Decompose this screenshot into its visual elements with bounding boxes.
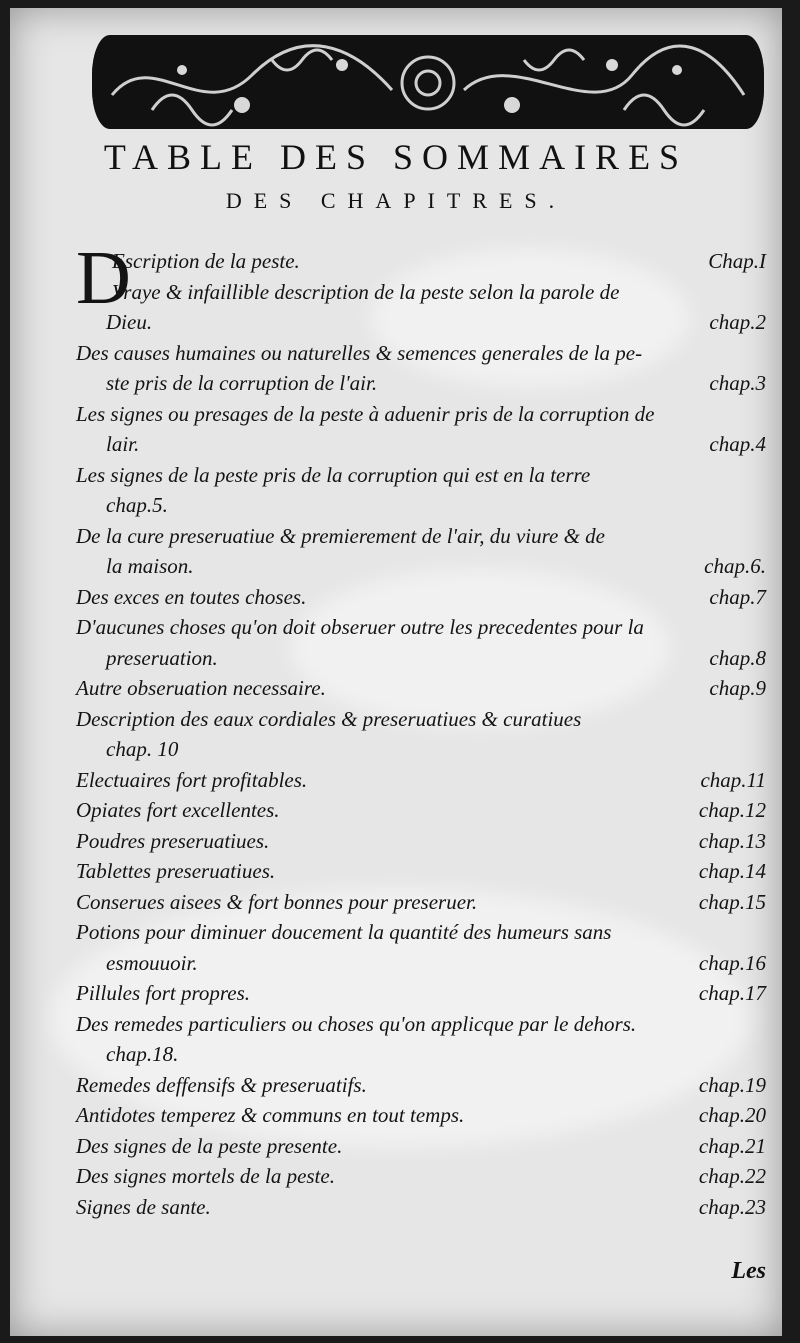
toc-line	[76, 1100, 766, 1131]
toc-entry-text: De la cure preseruatiue & premierement de l'air, du viure & de	[76, 523, 605, 548]
toc-entry-text: la maison.	[106, 554, 194, 578]
toc-entry-text: chap.18.	[106, 1042, 179, 1066]
toc-chapter-number: chap.8	[709, 645, 766, 670]
toc-line	[76, 460, 766, 491]
page-subtitle: DES CHAPITRES.	[225, 188, 567, 213]
toc-line	[76, 1009, 766, 1040]
toc-chapter-number: chap.6.	[704, 554, 766, 578]
toc-entry-text: esmouuoir.	[106, 950, 198, 975]
toc-entry-text: lair.	[106, 432, 140, 456]
toc-entry-text: D'aucunes choses qu'on doit obseruer outre les precedentes pour la	[76, 615, 644, 639]
toc-line	[76, 429, 766, 460]
toc-line	[76, 1039, 766, 1070]
toc-entry-text: Escription de la peste.	[112, 249, 300, 273]
toc-line	[76, 368, 766, 399]
toc-line	[76, 978, 766, 1009]
toc-chapter-number: chap.2	[709, 310, 766, 334]
toc-entry-text: Des signes mortels de la peste.	[76, 1164, 335, 1188]
toc-line	[76, 917, 766, 948]
toc-entry-text: Tablettes preseruatiues.	[76, 859, 276, 883]
toc-chapter-number: chap.20	[698, 1103, 766, 1127]
toc-chapter-number: chap.17	[698, 981, 766, 1005]
toc-entry-text: Des signes de la peste presente.	[76, 1133, 343, 1158]
toc-entry-text: Conserues aisees & fort bonnes pour preseruer.	[76, 889, 478, 914]
toc-line	[76, 582, 766, 613]
toc-line	[76, 1131, 766, 1162]
toc-chapter-number: chap.19	[698, 1072, 766, 1097]
toc-entry-text: preseruation.	[106, 645, 218, 670]
toc-line	[76, 307, 766, 338]
toc-line	[76, 795, 766, 826]
toc-entry-text: Des remedes particuliers ou choses qu'on applicque par le dehors.	[76, 1011, 637, 1036]
toc-chapter-number: chap.21	[698, 1133, 766, 1158]
toc-line	[76, 856, 766, 887]
toc-line	[76, 521, 766, 552]
catchword: Les	[731, 1258, 766, 1284]
toc-chapter-number: chap.3	[709, 371, 766, 395]
toc-entry-text: Electuaires fort profitables.	[76, 767, 308, 792]
toc-line	[76, 887, 766, 918]
toc-entry-text: Potions pour diminuer doucement la quantité des humeurs sans	[76, 920, 612, 944]
toc-line	[76, 399, 766, 430]
toc-entry-text: Remedes deffensifs & preseruatifs.	[76, 1072, 367, 1097]
toc-line	[76, 277, 766, 308]
toc-line	[76, 1192, 766, 1223]
toc-line	[76, 673, 766, 704]
toc-line	[76, 246, 766, 277]
toc-entry-text: Les signes ou presages de la peste à aduenir pris de la corruption de	[76, 401, 655, 426]
toc-chapter-number: chap.11	[700, 767, 766, 792]
toc-line	[76, 826, 766, 857]
toc-entry-text: ste pris de la corruption de l'air.	[106, 371, 378, 395]
drop-cap: D	[76, 236, 131, 320]
toc-line	[76, 490, 766, 521]
toc-chapter-number: chap.4	[709, 432, 766, 456]
toc-line	[76, 551, 766, 582]
toc-entry-text: Vraye & infaillible description de la peste selon la parole de	[112, 279, 620, 304]
toc-chapter-number: chap.7	[709, 584, 766, 609]
toc-chapter-number: chap.15	[698, 889, 766, 914]
toc-chapter-number: chap.12	[698, 798, 766, 822]
toc-line	[76, 704, 766, 735]
toc-chapter-number: chap.14	[698, 859, 766, 883]
toc-entry-text: Antidotes temperez & communs en tout temps.	[76, 1103, 465, 1127]
decorative-headpiece-icon	[92, 35, 764, 129]
toc-line	[76, 643, 766, 674]
toc-entry-text: Des exces en toutes choses.	[76, 584, 307, 609]
page-title: TABLE DES SOMMAIRES	[103, 137, 689, 177]
toc-line	[76, 765, 766, 796]
toc-entry-text: Pillules fort propres.	[76, 981, 251, 1005]
toc-line	[76, 1161, 766, 1192]
toc-line	[76, 338, 766, 369]
table-of-contents	[76, 236, 766, 1222]
book-page	[10, 8, 782, 1336]
toc-entry-text: Autre obseruation necessaire.	[76, 676, 326, 700]
toc-entry-text: Les signes de la peste pris de la corruption qui est en la terre	[76, 462, 591, 487]
toc-line	[76, 612, 766, 643]
toc-chapter-number: chap.13	[698, 828, 766, 853]
toc-chapter-number: chap.23	[698, 1194, 766, 1219]
toc-entry-text: Opiates fort excellentes.	[76, 798, 280, 822]
toc-entry-text: Dieu.	[106, 310, 153, 334]
toc-entry-text: Description des eaux cordiales & preseruatiues & curatiues	[76, 706, 582, 731]
toc-entry-text: Poudres preseruatiues.	[76, 828, 270, 853]
toc-chapter-number: Chap.I	[708, 249, 766, 273]
toc-chapter-number: chap.16	[698, 950, 766, 975]
toc-entry-text: Des causes humaines ou naturelles & semences generales de la pe-	[76, 340, 643, 365]
toc-entry-text: chap.5.	[106, 493, 168, 517]
toc-entry-text: chap. 10	[106, 737, 179, 761]
toc-line	[76, 734, 766, 765]
toc-line	[76, 948, 766, 979]
toc-entry-text: Signes de sante.	[76, 1194, 211, 1219]
toc-chapter-number: chap.9	[709, 676, 766, 700]
toc-chapter-number: chap.22	[698, 1164, 766, 1188]
toc-line	[76, 1070, 766, 1101]
